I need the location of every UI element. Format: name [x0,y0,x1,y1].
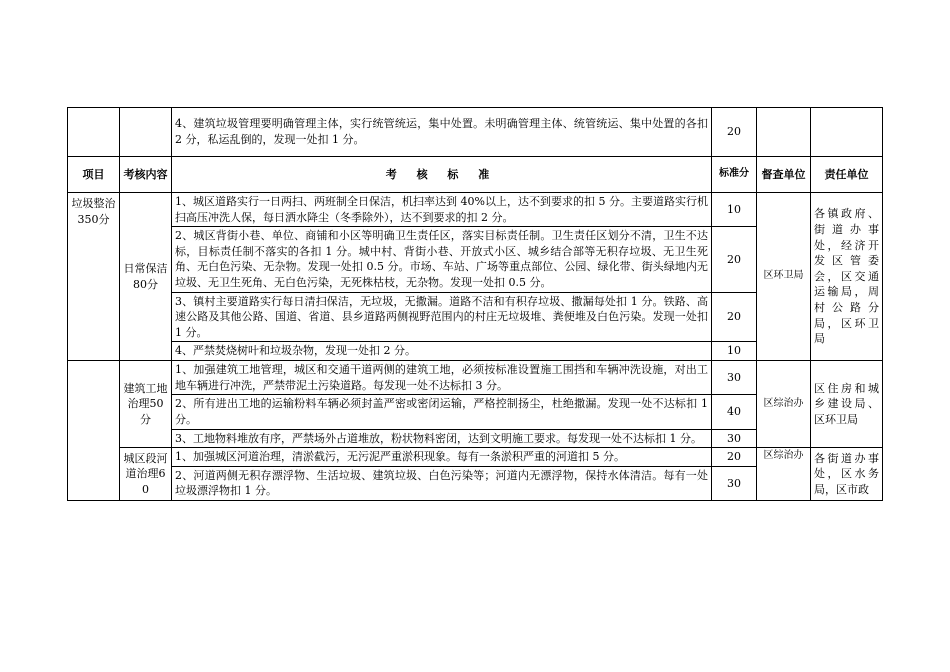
criteria-cell: 4、严禁焚烧树叶和垃圾杂物，发现一处扣 2 分。 [172,342,712,361]
header-criteria: 考 核 标 准 [172,157,712,193]
table-row [68,448,883,467]
responsible-cell: 区住房和城乡建设局、区环卫局 [811,361,883,448]
score-cell: 20 [712,108,757,157]
table-header-row [68,157,883,193]
cell-empty [811,108,883,157]
score-cell: 20 [712,448,757,467]
header-responsible: 责任单位 [811,157,883,193]
cell-empty [68,361,120,501]
criteria-cell: 2、河道两侧无积存漂浮物、生活垃圾、建筑垃圾、白色污染等；河道内无漂浮物，保持水体清洁。每有一处垃圾漂浮物扣 1 分。 [172,466,712,500]
criteria-cell: 1、加强建筑工地管理，城区和交通干道两侧的建筑工地，必须按标准设置施工围挡和车辆冲洗设施，对出工地车辆进行冲洗，严禁带泥土污染道路。每发现一处不达标扣 3 分。 [172,361,712,395]
table-row [68,361,883,395]
criteria-cell: 3、工地物料堆放有序，严禁场外占道堆放，粉状物料密闭，达到文明施工要求。每发现一处不达标扣 1 分。 [172,429,712,448]
criteria-cell: 4、建筑垃圾管理要明确管理主体，实行统管统运，集中处置。未明确管理主体、统管统运、集中处置的各扣 2 分，私运乱倒的，发现一处扣 1 分。 [172,108,712,157]
score-cell: 20 [712,227,757,292]
project-cell: 垃圾整治350分 [68,193,120,361]
score-cell: 30 [712,429,757,448]
criteria-cell: 1、加强城区河道治理，清淤截污，无污泥严重淤积现象。每有一条淤积严重的河道扣 5 分。 [172,448,712,467]
supervisor-cell: 区综治办 [757,448,811,501]
score-cell: 10 [712,193,757,227]
cell-empty [757,108,811,157]
content-cell: 建筑工地治理50分 [120,361,172,448]
score-cell: 30 [712,361,757,395]
assessment-table [67,107,883,501]
supervisor-cell: 区综治办 [757,361,811,448]
header-project: 项目 [68,157,120,193]
criteria-cell: 2、城区背街小巷、单位、商铺和小区等明确卫生责任区，落实目标责任制。卫生责任区划分不清，卫生不达标，目标责任制不落实的各扣 1 分。城中村、背街小巷、开放式小区、城乡结合部等无积存垃圾、无卫生死角、无白色污染、无杂物。发现一处扣 0.5 分。市场、车站、广场等重点部位、公园、绿化带、街头绿地内无垃圾、无卫生死角、无白色污染，无死株枯枝，无杂物。发现一处扣 0.5 分。 [172,227,712,292]
responsible-cell: 各街道办事处，区水务局，区市政 [811,448,883,501]
table-row-continued [68,108,883,157]
supervisor-cell: 区环卫局 [757,193,811,361]
header-supervisor: 督查单位 [757,157,811,193]
content-cell: 城区段河道治理60 [120,448,172,501]
cell-empty [68,108,120,157]
criteria-cell: 1、城区道路实行一日两扫、两班制全日保洁，机扫率达到 40%以上，达不到要求的扣 5 分。主要道路实行机扫高压冲洗人保，每日洒水降尘（冬季除外），达不到要求的扣 2 分。 [172,193,712,227]
score-cell: 20 [712,292,757,342]
table-row [68,193,883,227]
content-cell: 日常保洁80分 [120,193,172,361]
score-cell: 10 [712,342,757,361]
cell-empty [120,108,172,157]
criteria-cell: 2、所有进出工地的运输粉料车辆必须封盖严密或密闭运输，严格控制扬尘，杜绝撒漏。发现一处不达标扣 1 分。 [172,395,712,429]
score-cell: 40 [712,395,757,429]
score-cell: 30 [712,466,757,500]
header-content: 考核内容 [120,157,172,193]
criteria-cell: 3、镇村主要道路实行每日清扫保洁，无垃圾，无撒漏。道路不洁和有积存垃圾、撒漏每处扣 1 分。铁路、高速公路及其他公路、国道、省道、县乡道路两侧视野范围内的村庄无垃圾堆、粪便堆及白色污染。发现一处扣 1 分。 [172,292,712,342]
responsible-cell: 各镇政府、街道办事处，经济开发区管委会，区交通运输局，周村公路分局，区环卫局 [811,193,883,361]
header-score: 标准分 [712,157,757,193]
